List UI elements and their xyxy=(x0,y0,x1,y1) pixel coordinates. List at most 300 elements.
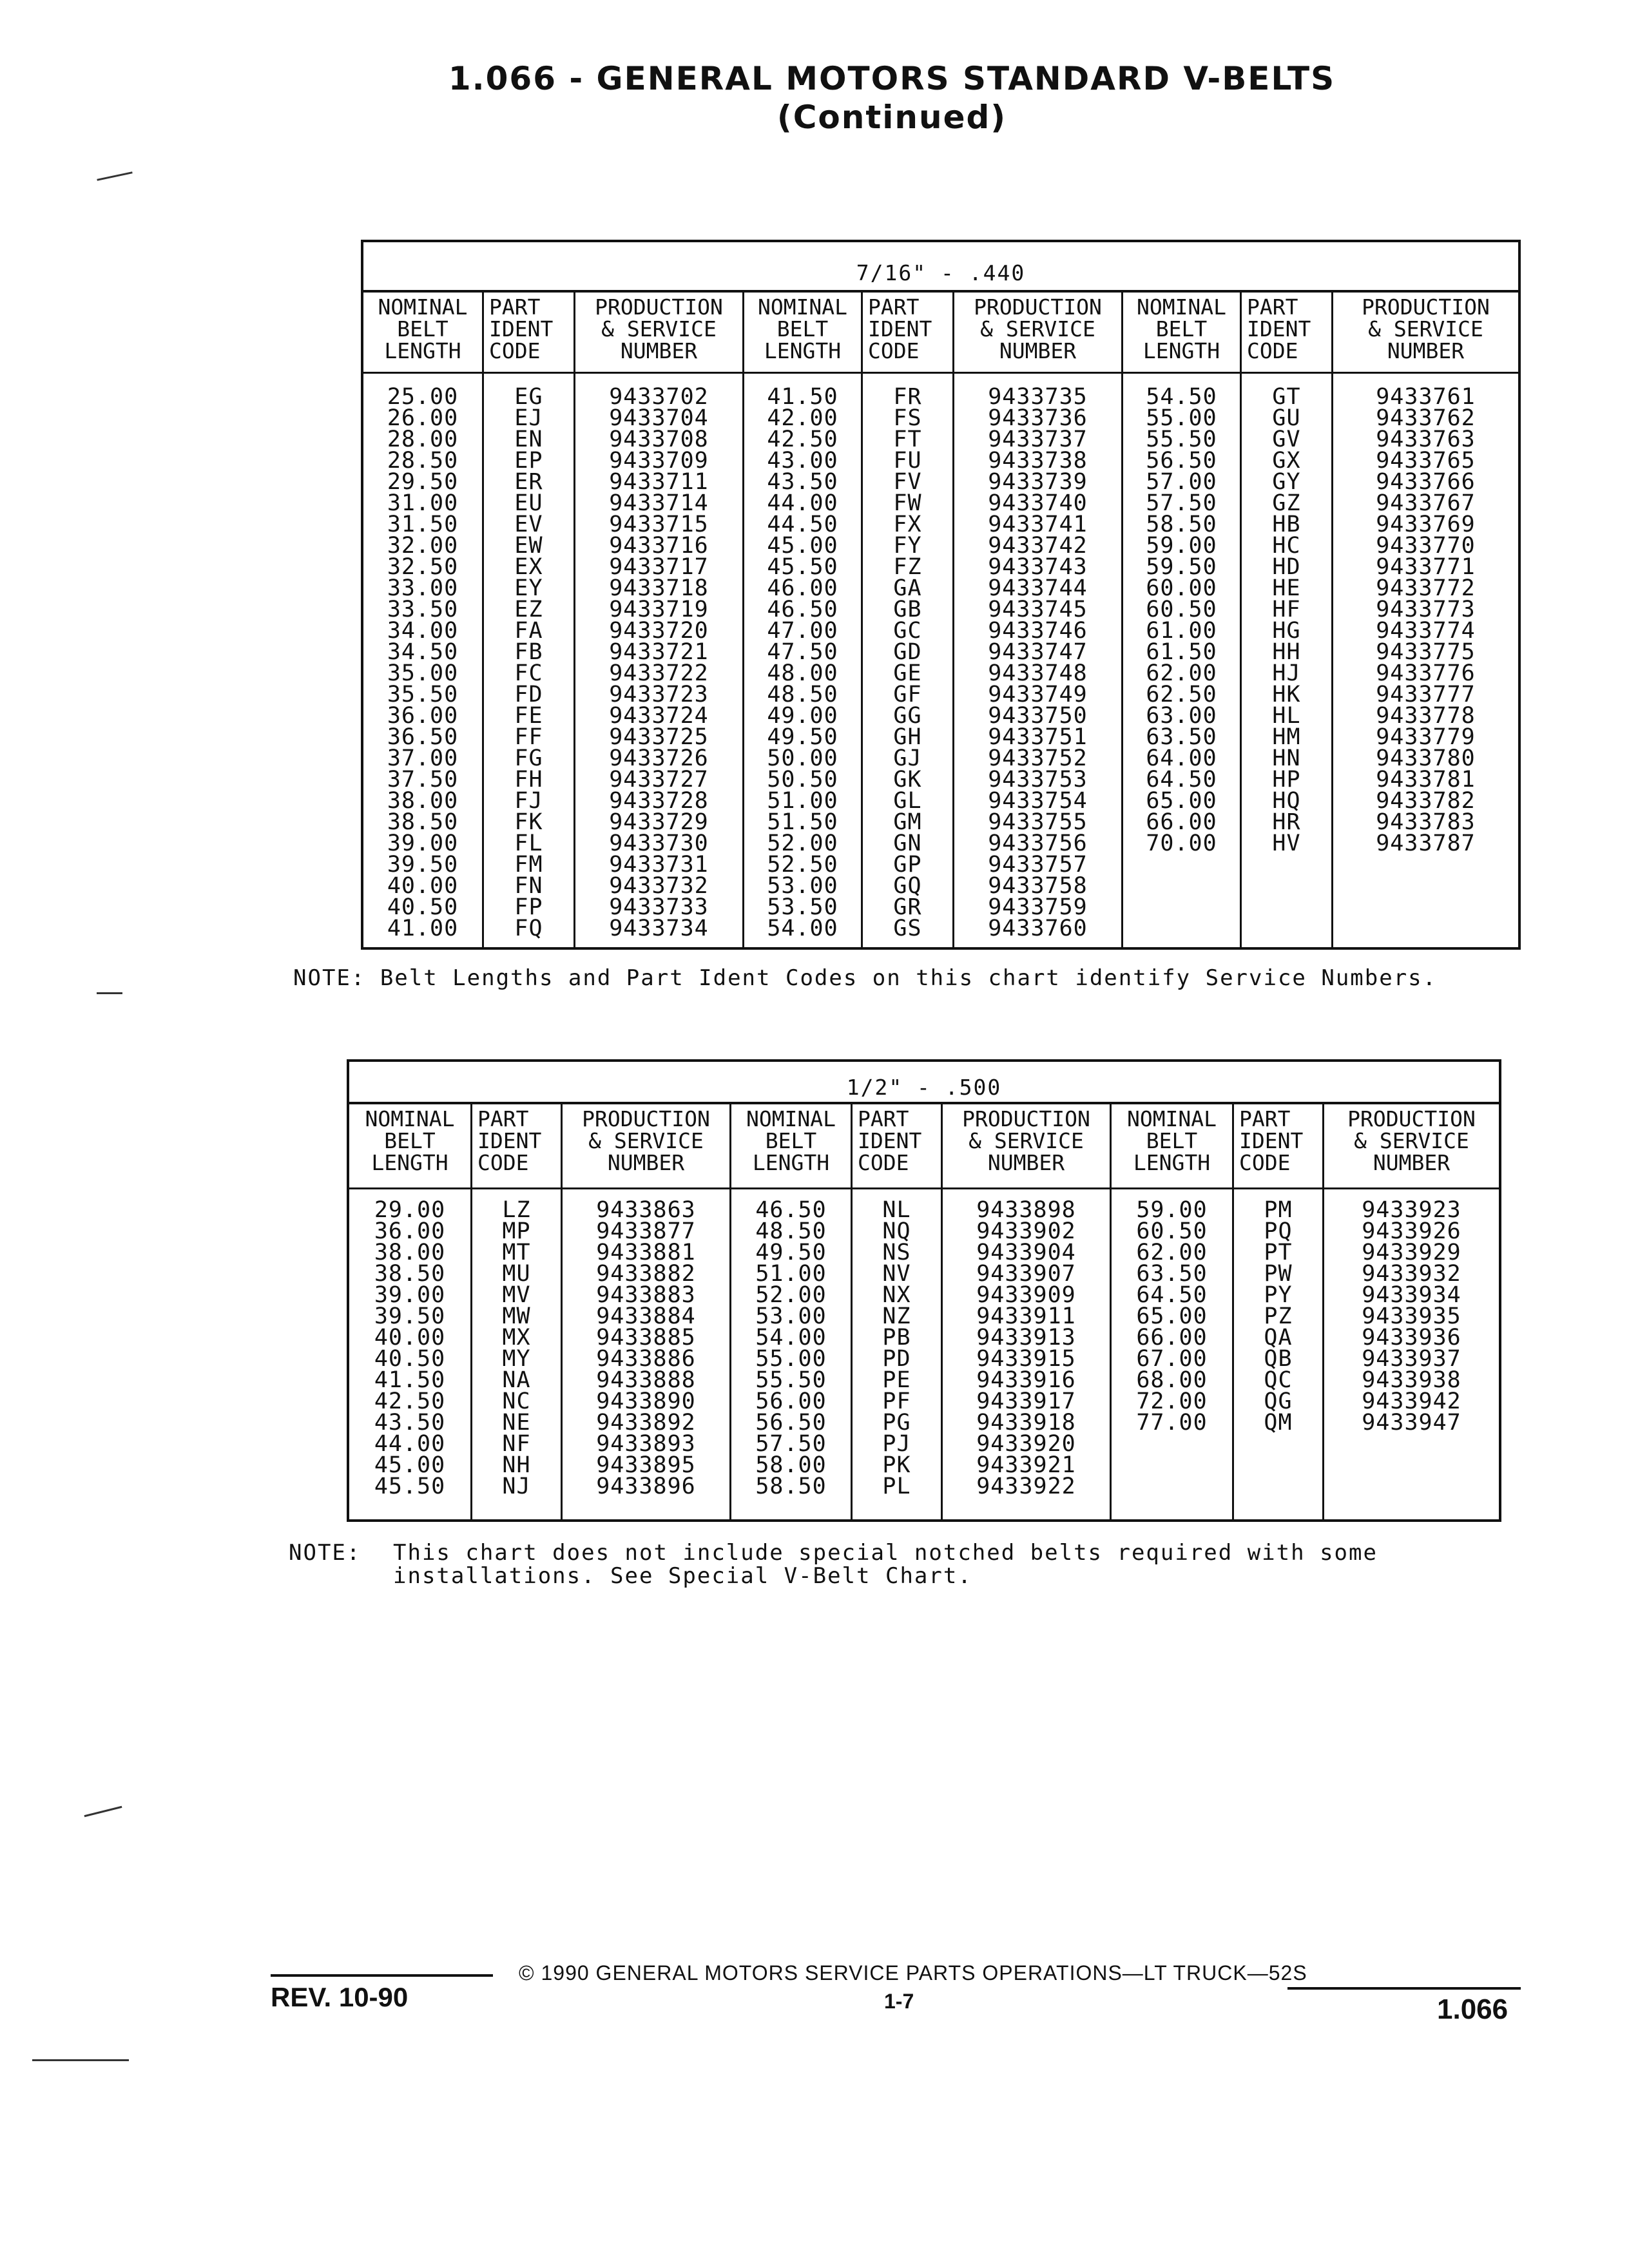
table-cell: 9433750 xyxy=(988,703,1088,729)
table-cell: NX xyxy=(882,1282,911,1308)
table-cell: MY xyxy=(502,1346,531,1372)
table-cell: HK xyxy=(1272,682,1301,707)
table-cell: MU xyxy=(502,1261,531,1287)
table-cell: 77.00 xyxy=(1136,1410,1208,1436)
table-cell: FN xyxy=(514,873,543,899)
table-cell: 9433736 xyxy=(988,405,1088,431)
table-cell: GD xyxy=(893,639,922,665)
table-cell: 40.50 xyxy=(374,1346,446,1372)
table-cell: 9433926 xyxy=(1362,1218,1461,1244)
table-cell: EW xyxy=(514,533,543,559)
column-header: PART IDENT CODE xyxy=(484,290,574,374)
table-cell: 9433765 xyxy=(1376,448,1476,474)
column-length-1 xyxy=(363,290,482,947)
table-cell: 34.50 xyxy=(387,639,459,665)
table-cell: HG xyxy=(1272,618,1301,644)
table-cell: 65.00 xyxy=(1146,788,1217,814)
table-cell: 9433893 xyxy=(596,1431,696,1457)
column-length-3 xyxy=(1110,1102,1232,1519)
table-cell: 9433734 xyxy=(609,916,709,941)
table-cell: 9433763 xyxy=(1376,427,1476,452)
table-cell: ER xyxy=(514,469,543,495)
table-cell: 58.50 xyxy=(755,1474,827,1499)
table-cell: 46.50 xyxy=(755,1197,827,1223)
table-cell: HR xyxy=(1272,809,1301,835)
table-cell: NL xyxy=(882,1197,911,1223)
table-cell: 9433731 xyxy=(609,852,709,878)
table-cell: 9433909 xyxy=(976,1282,1076,1308)
table-cell: FL xyxy=(514,831,543,856)
table-cell: 9433877 xyxy=(596,1218,696,1244)
table-cell: GK xyxy=(893,767,922,793)
table-cell: 62.00 xyxy=(1146,660,1217,686)
table-cell: FB xyxy=(514,639,543,665)
table-cell: 9433881 xyxy=(596,1240,696,1265)
table-cell: 61.00 xyxy=(1146,618,1217,644)
table-cell: 51.00 xyxy=(755,1261,827,1287)
table-cell: HB xyxy=(1272,512,1301,537)
table-cell: 58.00 xyxy=(755,1452,827,1478)
table-cell: FK xyxy=(514,809,543,835)
column-code-2 xyxy=(851,1102,941,1519)
table-cell: 41.00 xyxy=(387,916,459,941)
table-cell: 50.50 xyxy=(767,767,838,793)
note-label: NOTE: xyxy=(289,1540,361,1566)
table-cell: 9433769 xyxy=(1376,512,1476,537)
table-cell: 9433770 xyxy=(1376,533,1476,559)
table-cell: 39.00 xyxy=(387,831,459,856)
table-cell: 72.00 xyxy=(1136,1389,1208,1414)
table-cell: PE xyxy=(882,1367,911,1393)
table-cell: 56.50 xyxy=(1146,448,1217,474)
table-cell: 37.00 xyxy=(387,745,459,771)
table-cell: 36.00 xyxy=(374,1218,446,1244)
table-cell: 45.50 xyxy=(767,554,838,580)
table-cell: 38.00 xyxy=(387,788,459,814)
column-values xyxy=(472,1197,561,1519)
table-cell: FQ xyxy=(514,916,543,941)
table-cell: 33.50 xyxy=(387,597,459,622)
table-cell: 64.50 xyxy=(1136,1282,1208,1308)
table-cell: FJ xyxy=(514,788,543,814)
belt-table-7-16 xyxy=(361,240,1521,950)
table-cell: 36.50 xyxy=(387,724,459,750)
table-cell: 25.00 xyxy=(387,384,459,410)
table-cell: NJ xyxy=(502,1474,531,1499)
table-cell: 9433783 xyxy=(1376,809,1476,835)
table-cell: 9433708 xyxy=(609,427,709,452)
table-cell: 9433714 xyxy=(609,490,709,516)
table-cell: FW xyxy=(893,490,922,516)
table-cell: NC xyxy=(502,1389,531,1414)
table-cell: 9433732 xyxy=(609,873,709,899)
table-cell: FG xyxy=(514,745,543,771)
table-cell: HC xyxy=(1272,533,1301,559)
table-cell: 9433741 xyxy=(988,512,1088,537)
table-cell: 58.50 xyxy=(1146,512,1217,537)
column-header: NOMINAL BELT LENGTH xyxy=(744,290,861,374)
table-cell: GL xyxy=(893,788,922,814)
belt-table-1-2 xyxy=(347,1059,1501,1522)
table-cell: QC xyxy=(1264,1367,1293,1393)
column-header: PART IDENT CODE xyxy=(1234,1102,1322,1189)
column-code-2 xyxy=(861,290,952,947)
table-cell: 52.50 xyxy=(767,852,838,878)
table-cell: 9433907 xyxy=(976,1261,1076,1287)
column-values xyxy=(943,1197,1110,1519)
table-cell: 9433762 xyxy=(1376,405,1476,431)
table-cell: FD xyxy=(514,682,543,707)
column-code-3 xyxy=(1240,290,1331,947)
table-cell: PQ xyxy=(1264,1218,1293,1244)
table-cell: 62.50 xyxy=(1146,682,1217,707)
table-cell: 57.50 xyxy=(755,1431,827,1457)
table-cell: 9433754 xyxy=(988,788,1088,814)
column-header: PRODUCTION & SERVICE NUMBER xyxy=(563,1102,729,1189)
table-cell: 44.50 xyxy=(767,512,838,537)
table-cell: 42.50 xyxy=(374,1389,446,1414)
table-cell: 9433934 xyxy=(1362,1282,1461,1308)
table-cell: NS xyxy=(882,1240,911,1265)
table-cell: 66.00 xyxy=(1146,809,1217,835)
table-cell: MX xyxy=(502,1325,531,1350)
table-cell: GF xyxy=(893,682,922,707)
table-cell: 34.00 xyxy=(387,618,459,644)
table-cell: 40.00 xyxy=(387,873,459,899)
column-header: NOMINAL BELT LENGTH xyxy=(1112,1102,1232,1189)
table-cell: EZ xyxy=(514,597,543,622)
table-cell: 9433742 xyxy=(988,533,1088,559)
table-cell: 66.00 xyxy=(1136,1325,1208,1350)
column-length-2 xyxy=(729,1102,851,1519)
table-cell: FX xyxy=(893,512,922,537)
column-header: PART IDENT CODE xyxy=(1242,290,1331,374)
table-cell: 63.00 xyxy=(1146,703,1217,729)
column-header: PRODUCTION & SERVICE NUMBER xyxy=(943,1102,1110,1189)
table-cell: 40.50 xyxy=(387,894,459,920)
column-header: NOMINAL BELT LENGTH xyxy=(349,1102,470,1189)
table-cell: HF xyxy=(1272,597,1301,622)
table-cell: GT xyxy=(1272,384,1301,410)
table-cell: 39.50 xyxy=(387,852,459,878)
table-cell: 43.50 xyxy=(374,1410,446,1436)
table-cell: FS xyxy=(893,405,922,431)
table-cell: 55.00 xyxy=(755,1346,827,1372)
table-cell: 42.00 xyxy=(767,405,838,431)
table-cell: MV xyxy=(502,1282,531,1308)
table-cell: 9433776 xyxy=(1376,660,1476,686)
margin-mark xyxy=(32,2059,129,2061)
table-cell: 41.50 xyxy=(767,384,838,410)
table-cell: HN xyxy=(1272,745,1301,771)
table-cell: 60.00 xyxy=(1146,575,1217,601)
table-cell: 48.50 xyxy=(767,682,838,707)
table-cell: QA xyxy=(1264,1325,1293,1350)
table-cell: 9433936 xyxy=(1362,1325,1461,1350)
table-cell: 9433718 xyxy=(609,575,709,601)
table-cell: PD xyxy=(882,1346,911,1372)
table-cell: 59.00 xyxy=(1136,1197,1208,1223)
table-cell: 53.50 xyxy=(767,894,838,920)
column-number-2 xyxy=(952,290,1121,947)
table-cell: EG xyxy=(514,384,543,410)
table-cell: 9433759 xyxy=(988,894,1088,920)
table-cell: 9433883 xyxy=(596,1282,696,1308)
table-cell: PG xyxy=(882,1410,911,1436)
table-cell: FA xyxy=(514,618,543,644)
footer-divider xyxy=(271,1974,493,1977)
table-cell: FE xyxy=(514,703,543,729)
margin-mark xyxy=(84,1806,122,1817)
table-cell: HQ xyxy=(1272,788,1301,814)
column-values xyxy=(954,384,1121,947)
table-cell: 43.50 xyxy=(767,469,838,495)
table-cell: FM xyxy=(514,852,543,878)
table-cell: GB xyxy=(893,597,922,622)
table-cell: 44.00 xyxy=(767,490,838,516)
column-values xyxy=(1123,384,1240,947)
table-cell: 9433938 xyxy=(1362,1367,1461,1393)
table-cell: 65.00 xyxy=(1136,1303,1208,1329)
table-cell: NV xyxy=(882,1261,911,1287)
table-cell: 9433709 xyxy=(609,448,709,474)
table-cell: 56.00 xyxy=(755,1389,827,1414)
table-cell: NH xyxy=(502,1452,531,1478)
table-cell: 70.00 xyxy=(1146,831,1217,856)
column-header: NOMINAL BELT LENGTH xyxy=(731,1102,851,1189)
table-cell: 9433779 xyxy=(1376,724,1476,750)
table-cell: 9433728 xyxy=(609,788,709,814)
table-cell: 9433911 xyxy=(976,1303,1076,1329)
table-cell: 44.00 xyxy=(374,1431,446,1457)
table-cell: 9433761 xyxy=(1376,384,1476,410)
table-cell: PF xyxy=(882,1389,911,1414)
table-cell: 9433929 xyxy=(1362,1240,1461,1265)
revision-date: REV. 10-90 xyxy=(271,1982,409,2012)
column-header: NOMINAL BELT LENGTH xyxy=(1123,290,1240,374)
table-cell: 32.00 xyxy=(387,533,459,559)
table-cell: QB xyxy=(1264,1346,1293,1372)
table-cell: EU xyxy=(514,490,543,516)
table-cell: 9433892 xyxy=(596,1410,696,1436)
table-cell: 9433916 xyxy=(976,1367,1076,1393)
table-size-heading: 1/2" - .500 xyxy=(349,1062,1499,1104)
column-values xyxy=(349,1197,470,1519)
table-cell: MT xyxy=(502,1240,531,1265)
table-cell: 9433902 xyxy=(976,1218,1076,1244)
table-cell: 62.00 xyxy=(1136,1240,1208,1265)
table-cell: 9433746 xyxy=(988,618,1088,644)
table-cell: 9433758 xyxy=(988,873,1088,899)
table-cell: 9433720 xyxy=(609,618,709,644)
table-cell: 9433937 xyxy=(1362,1346,1461,1372)
table-cell: HE xyxy=(1272,575,1301,601)
table-cell: 9433896 xyxy=(596,1474,696,1499)
column-number-2 xyxy=(941,1102,1110,1519)
table-cell: FT xyxy=(893,427,922,452)
table-cell: 9433781 xyxy=(1376,767,1476,793)
column-values xyxy=(1112,1197,1232,1519)
table-cell: 9433782 xyxy=(1376,788,1476,814)
table-cell: 61.50 xyxy=(1146,639,1217,665)
table-cell: GM xyxy=(893,809,922,835)
table-cell: 46.50 xyxy=(767,597,838,622)
table-cell: 9433913 xyxy=(976,1325,1076,1350)
table-cell: 9433920 xyxy=(976,1431,1076,1457)
page-subtitle: (Continued) xyxy=(776,99,1007,136)
table-cell: 9433773 xyxy=(1376,597,1476,622)
table-cell: 35.00 xyxy=(387,660,459,686)
table-cell: 33.00 xyxy=(387,575,459,601)
column-values xyxy=(731,1197,851,1519)
page-title: 1.066 - GENERAL MOTORS STANDARD V-BELTS xyxy=(448,60,1336,97)
table-cell: PK xyxy=(882,1452,911,1478)
table-cell: 9433766 xyxy=(1376,469,1476,495)
table-cell: FV xyxy=(893,469,922,495)
table-cell: EX xyxy=(514,554,543,580)
table-cell: 45.00 xyxy=(767,533,838,559)
table-cell: 9433947 xyxy=(1362,1410,1461,1436)
table-cell: GJ xyxy=(893,745,922,771)
copyright-notice: © 1990 GENERAL MOTORS SERVICE PARTS OPERATIONS—LT TRUCK—52S xyxy=(519,1961,1307,1984)
table-cell: NF xyxy=(502,1431,531,1457)
table-cell: 53.00 xyxy=(767,873,838,899)
table-cell: QG xyxy=(1264,1389,1293,1414)
column-header: PART IDENT CODE xyxy=(863,290,952,374)
table-cell: 9433748 xyxy=(988,660,1088,686)
table-cell: 51.50 xyxy=(767,809,838,835)
table-cell: GV xyxy=(1272,427,1301,452)
table-cell: 56.50 xyxy=(755,1410,827,1436)
table-cell: EP xyxy=(514,448,543,474)
table-cell: 9433738 xyxy=(988,448,1088,474)
table-cell: GY xyxy=(1272,469,1301,495)
column-values xyxy=(1333,384,1518,947)
table-cell: 48.50 xyxy=(755,1218,827,1244)
table-cell: NE xyxy=(502,1410,531,1436)
table-cell: 35.50 xyxy=(387,682,459,707)
table-cell: 9433752 xyxy=(988,745,1088,771)
table-cell: 55.00 xyxy=(1146,405,1217,431)
table-cell: FP xyxy=(514,894,543,920)
table-cell: 9433777 xyxy=(1376,682,1476,707)
column-header: PRODUCTION & SERVICE NUMBER xyxy=(1324,1102,1499,1189)
note-service-numbers: NOTE: Belt Lengths and Part Ident Codes on this chart identify Service Numbers. xyxy=(293,965,1438,991)
footer-divider xyxy=(1287,1987,1521,1990)
column-code-1 xyxy=(482,290,574,947)
table-cell: HJ xyxy=(1272,660,1301,686)
table-cell: 9433721 xyxy=(609,639,709,665)
table-cell: LZ xyxy=(502,1197,531,1223)
table-cell: 9433898 xyxy=(976,1197,1076,1223)
table-cell: 9433725 xyxy=(609,724,709,750)
column-number-1 xyxy=(574,290,742,947)
table-cell: 9433726 xyxy=(609,745,709,771)
table-cell: 29.00 xyxy=(374,1197,446,1223)
table-cell: 59.50 xyxy=(1146,554,1217,580)
table-cell: EY xyxy=(514,575,543,601)
table-cell: PM xyxy=(1264,1197,1293,1223)
column-values xyxy=(484,384,574,947)
column-number-1 xyxy=(561,1102,729,1519)
table-cell: GG xyxy=(893,703,922,729)
table-cell: HH xyxy=(1272,639,1301,665)
table-cell: 9433787 xyxy=(1376,831,1476,856)
table-cell: 28.50 xyxy=(387,448,459,474)
table-cell: 43.00 xyxy=(767,448,838,474)
table-cell: 9433729 xyxy=(609,809,709,835)
table-cell: 9433733 xyxy=(609,894,709,920)
section-number: 1.066 xyxy=(1437,1994,1509,2025)
table-cell: 9433724 xyxy=(609,703,709,729)
table-cell: 41.50 xyxy=(374,1367,446,1393)
table-cell: 9433778 xyxy=(1376,703,1476,729)
column-length-1 xyxy=(349,1102,470,1519)
table-cell: GP xyxy=(893,852,922,878)
table-cell: GQ xyxy=(893,873,922,899)
table-cell: 63.50 xyxy=(1146,724,1217,750)
table-cell: 53.00 xyxy=(755,1303,827,1329)
table-cell: 9433745 xyxy=(988,597,1088,622)
table-cell: 9433704 xyxy=(609,405,709,431)
column-values xyxy=(1324,1197,1499,1519)
table-cell: 9433744 xyxy=(988,575,1088,601)
table-cell: 9433772 xyxy=(1376,575,1476,601)
table-cell: NQ xyxy=(882,1218,911,1244)
table-cell: 64.00 xyxy=(1146,745,1217,771)
table-cell: 9433886 xyxy=(596,1346,696,1372)
column-values xyxy=(863,384,952,947)
table-cell: 38.50 xyxy=(387,809,459,835)
note-special-belts: This chart does not include special notched belts required with some installations. See Special V-Belt Chart. xyxy=(393,1540,1378,1589)
column-values xyxy=(853,1197,941,1519)
column-values xyxy=(363,384,482,947)
table-cell: 9433722 xyxy=(609,660,709,686)
table-cell: PL xyxy=(882,1474,911,1499)
table-cell: GA xyxy=(893,575,922,601)
table-cell: GR xyxy=(893,894,922,920)
table-cell: 42.50 xyxy=(767,427,838,452)
table-cell: 9433716 xyxy=(609,533,709,559)
table-cell: 48.00 xyxy=(767,660,838,686)
table-cell: HV xyxy=(1272,831,1301,856)
table-cell: EN xyxy=(514,427,543,452)
table-cell: 54.50 xyxy=(1146,384,1217,410)
table-cell: 9433757 xyxy=(988,852,1088,878)
table-cell: 52.00 xyxy=(767,831,838,856)
table-cell: 9433711 xyxy=(609,469,709,495)
table-cell: 39.00 xyxy=(374,1282,446,1308)
column-header: PRODUCTION & SERVICE NUMBER xyxy=(1333,290,1518,374)
table-cell: 9433885 xyxy=(596,1325,696,1350)
table-cell: FR xyxy=(893,384,922,410)
table-cell: 9433719 xyxy=(609,597,709,622)
column-header: PRODUCTION & SERVICE NUMBER xyxy=(575,290,742,374)
table-cell: 9433775 xyxy=(1376,639,1476,665)
table-cell: 36.00 xyxy=(387,703,459,729)
table-cell: PW xyxy=(1264,1261,1293,1287)
table-cell: 9433942 xyxy=(1362,1389,1461,1414)
table-cell: 9433932 xyxy=(1362,1261,1461,1287)
column-length-3 xyxy=(1121,290,1240,947)
table-cell: 64.50 xyxy=(1146,767,1217,793)
column-length-2 xyxy=(742,290,861,947)
column-header: PART IDENT CODE xyxy=(853,1102,941,1189)
table-cell: 9433755 xyxy=(988,809,1088,835)
table-size-heading: 7/16" - .440 xyxy=(363,242,1518,293)
table-cell: FC xyxy=(514,660,543,686)
table-cell: PY xyxy=(1264,1282,1293,1308)
